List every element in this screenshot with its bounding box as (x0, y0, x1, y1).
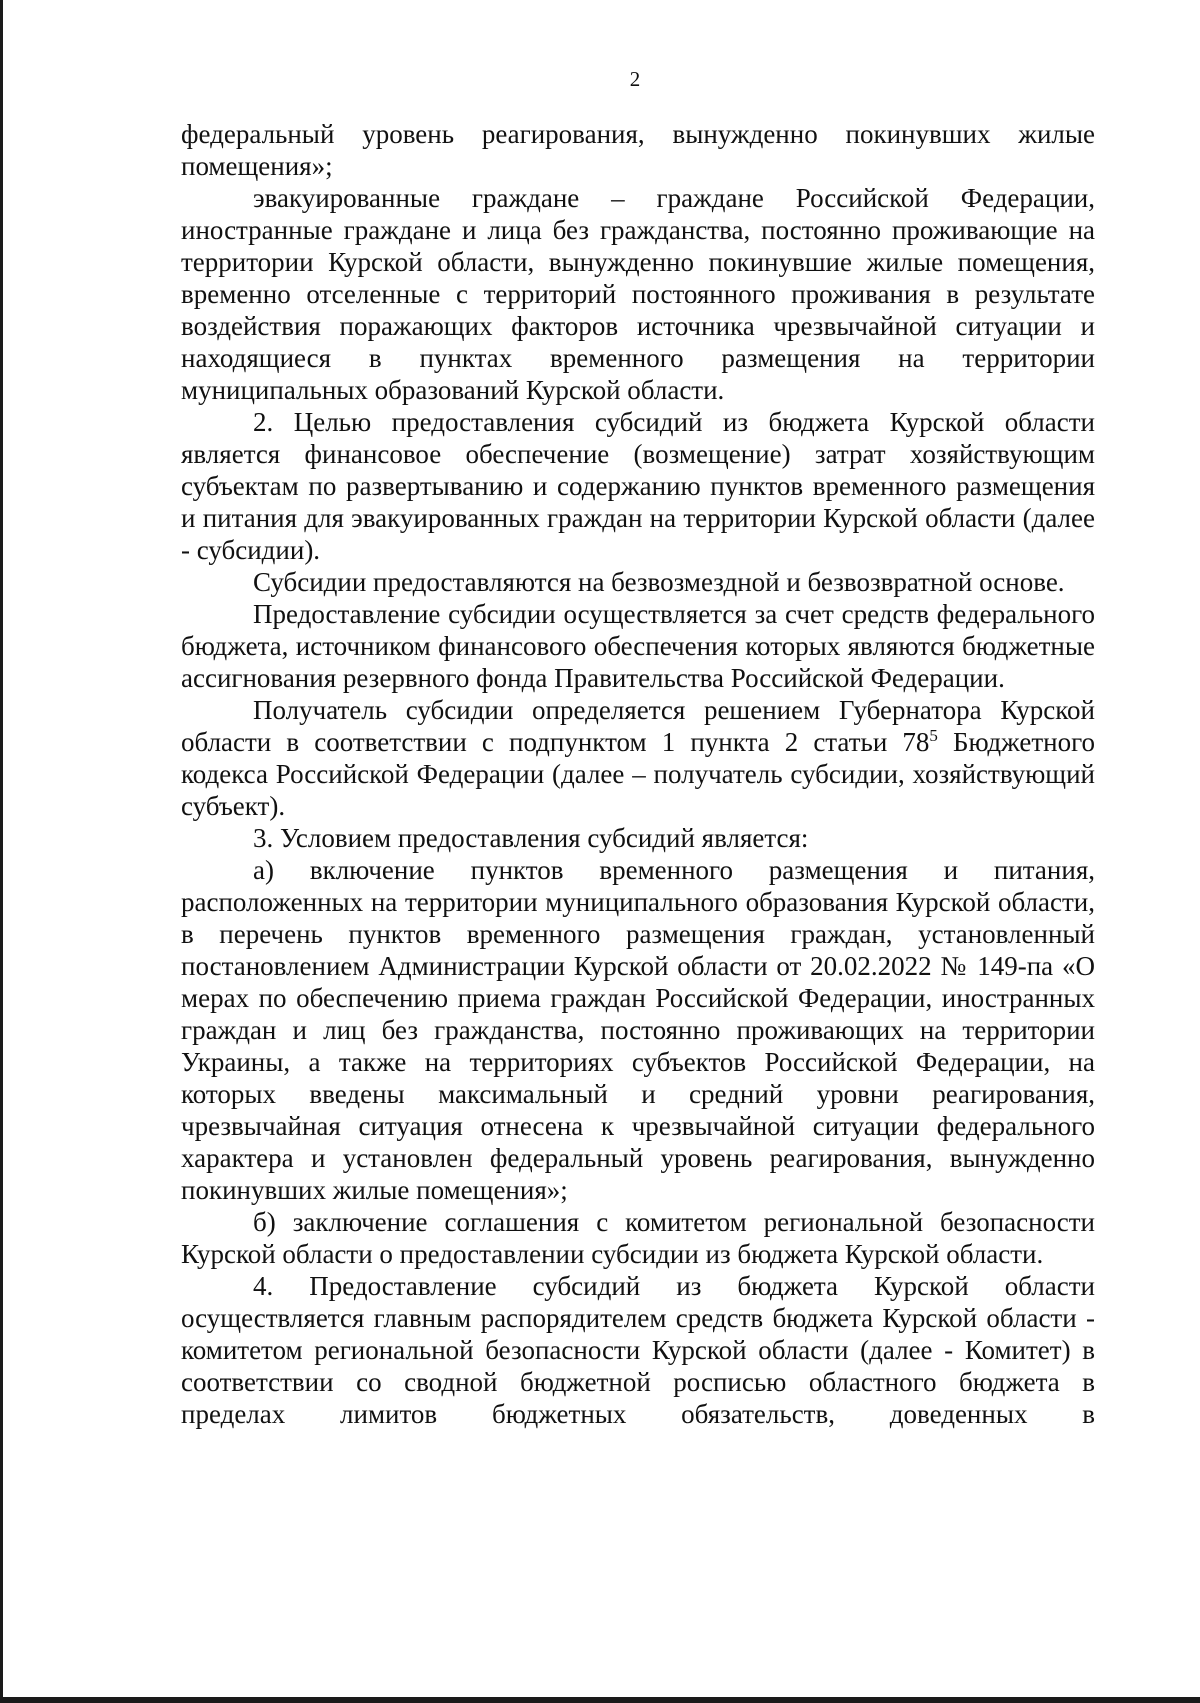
paragraph-2: эвакуированные граждане – граждане Российской Федерации, иностранные граждане и лица без гражданства, постоянно проживающие на территории Курской области, вынужденно покинувшие жилые помещения, временно отселенные с территорий постоянного проживания в результате воздействия поражающих факторов источника чрезвычайной ситуации и находящиеся в пунктах временного размещения на территории муниципальных образований Курской области. (181, 183, 1095, 405)
scan-edge-bottom (0, 1697, 1200, 1703)
paragraph-6-text-after: Бюджетного кодекса Российской Федерации (далее – получатель субсидии, хозяйствующий субъект). (181, 727, 1095, 821)
paragraph-1: федеральный уровень реагирования, вынужденно покинувших жилые помещения»; (181, 119, 1095, 181)
paragraph-8: а) включение пунктов временного размещения и питания, расположенных на территории муниципального образования Курской области, в перечень пунктов временного размещения граждан, установленный постановлением Администрации Курской области от 20.02.2022 № 149-па «О мерах по обеспечению приема граждан Российской Федерации, иностранных граждан и лиц без гражданства, постоянно проживающих на территории Украины, а также на территориях субъектов Российской Федерации, на которых введены максимальный и средний уровни реагирования, чрезвычайная ситуация отнесена к чрезвычайной ситуации федерального характера и установлен федеральный уровень реагирования, вынужденно покинувших жилые помещения»; (181, 855, 1095, 1205)
page-number: 2 (629, 67, 641, 91)
paragraph-3: 2. Целью предоставления субсидий из бюджета Курской области является финансовое обеспечение (возмещение) затрат хозяйствующим субъектам по развертыванию и содержанию пунктов временного размещения и питания для эвакуированных граждан на территории Курской области (далее - субсидии). (181, 407, 1095, 565)
scan-edge-left (0, 0, 3, 1703)
paragraph-9: б) заключение соглашения с комитетом региональной безопасности Курской области о предоставлении субсидии из бюджета Курской области. (181, 1207, 1095, 1269)
paragraph-10: 4. Предоставление субсидий из бюджета Курской области осуществляется главным распорядителем средств бюджета Курской области - комитетом региональной безопасности Курской области (далее - Комитет) в соответствии со сводной бюджетной росписью областного бюджета в пределах лимитов бюджетных обязательств, доведенных в (181, 1271, 1095, 1429)
paragraph-5: Предоставление субсидии осуществляется за счет средств федерального бюджета, источником финансового обеспечения которых являются бюджетные ассигнования резервного фонда Правительства Российской Федерации. (181, 599, 1095, 693)
paragraph-7: 3. Условием предоставления субсидий является: (253, 823, 809, 853)
paragraph-6 (181, 694, 1095, 822)
paragraph-6-text-before: Получатель субсидии определяется решением Губернатора Курской области в соответствии с подпунктом 1 пункта 2 статьи 78 (181, 695, 1095, 757)
document-body (181, 118, 1095, 1430)
article-superscript: 5 (929, 726, 938, 745)
paragraph-4: Субсидии предоставляются на безвозмездной и безвозвратной основе. (253, 567, 1065, 597)
